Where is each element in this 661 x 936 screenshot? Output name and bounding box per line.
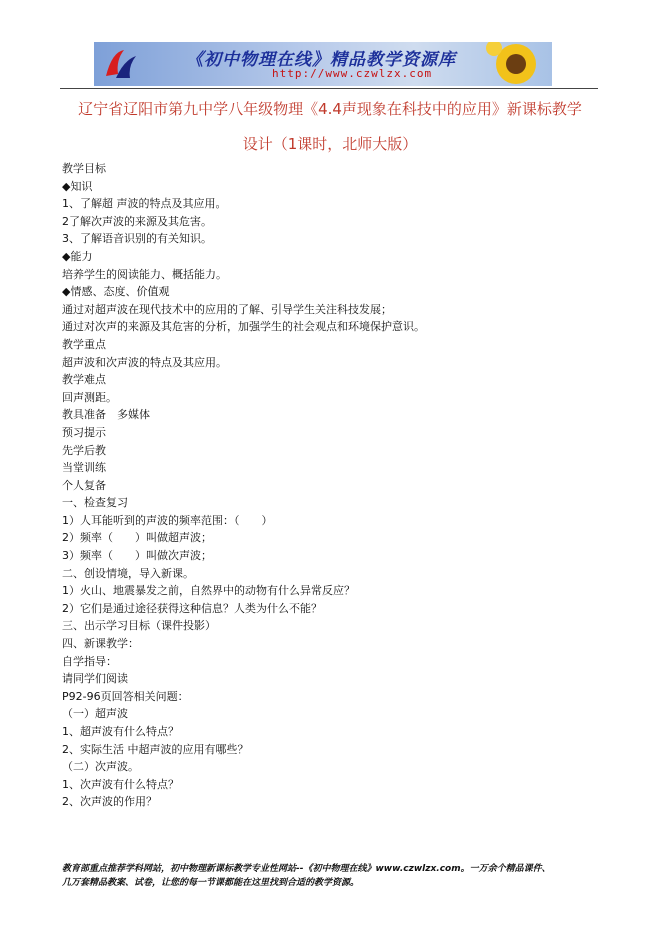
footer-line2: 几万套精品教案、试卷，让您的每一节课都能在这里找到合适的教学资源。 [62, 878, 360, 888]
body-line: 通过对超声波在现代技术中的应用的了解、引导学生关注科技发展； [62, 302, 392, 316]
body-line: 1、超声波有什么特点？ [62, 725, 179, 738]
body-line: 当堂训练 [62, 461, 106, 475]
body-line: 1）人耳能听到的声波的频率范围：（ ） [62, 513, 273, 527]
sunflower-icon [486, 42, 546, 86]
body-line: 教具准备 多媒体 [62, 408, 150, 422]
body-line: 请同学们阅读 [62, 672, 128, 686]
body-line: ◆能力 [62, 249, 93, 263]
body-line: 三、出示学习目标（课件投影） [62, 619, 216, 633]
body-line: 2、次声波的作用？ [62, 795, 157, 809]
body-line: 自学指导： [62, 654, 117, 668]
header-banner [94, 42, 552, 86]
body-line: P92-96页回答相关问题： [62, 689, 189, 703]
body-line: 教学目标 [62, 162, 106, 175]
footer-line1: 教育部重点推荐学科网站，初中物理新课标教学专业性网站--《初中物理在线》www.czwlzx.com。一万余个精品课件、 [62, 864, 551, 874]
body-line: 2了解次声波的来源及其危害。 [62, 214, 212, 228]
body-line: 2）它们是通过途径获得这种信息？人类为什么不能？ [62, 601, 322, 615]
body-line: 预习提示 [62, 425, 106, 439]
body-line: 四、新课教学： [62, 637, 139, 651]
page-footer [62, 862, 602, 890]
body-line: 教学难点 [62, 373, 106, 387]
body-line: 3）频率（ ）叫做次声波； [62, 549, 212, 563]
body-line: 2、实际生活 中超声波的应用有哪些？ [62, 742, 249, 756]
body-line: 二、创设情境，导入新课。 [62, 566, 194, 580]
body-line: 超声波和次声波的特点及其应用。 [62, 355, 227, 369]
body-line: 教学重点 [62, 337, 106, 351]
body-line: ◆知识 [62, 179, 93, 193]
document-title-line2: 设计（1课时，北师大版） [242, 135, 418, 153]
body-line: 1、次声波有什么特点？ [62, 777, 179, 791]
body-line: 3、了解语音识别的有关知识。 [62, 232, 212, 246]
body-line: ◆情感、态度、价值观 [62, 285, 170, 299]
body-line: 通过对次声的来源及其危害的分析，加强学生的社会观点和环境保护意识。 [62, 320, 425, 334]
banner-title: 《初中物理在线》精品教学资源库 [186, 50, 456, 70]
body-line: 1）火山、地震暴发之前，自然界中的动物有什么异常反应？ [62, 584, 355, 598]
body-line: 1、了解超 声波的特点及其应用。 [62, 197, 227, 211]
document-title-line1: 辽宁省辽阳市第九中学八年级物理《4.4声现象在科技中的应用》新课标教学 [78, 100, 582, 118]
body-line: （二）次声波。 [62, 760, 139, 774]
body-line: 2）频率（ ）叫做超声波； [62, 531, 212, 545]
banner-url: http://www.czwlzx.com [272, 67, 433, 80]
body-line: 一、检查复习 [62, 496, 128, 510]
document-body [62, 160, 602, 811]
header-rule [60, 88, 598, 89]
body-line: 回声测距。 [62, 390, 117, 404]
body-line: （一）超声波 [62, 707, 128, 721]
body-line: 培养学生的阅读能力、概括能力。 [62, 267, 227, 281]
body-line: 个人复备 [62, 478, 106, 492]
site-logo-icon [102, 46, 138, 82]
body-line: 先学后教 [62, 443, 106, 457]
